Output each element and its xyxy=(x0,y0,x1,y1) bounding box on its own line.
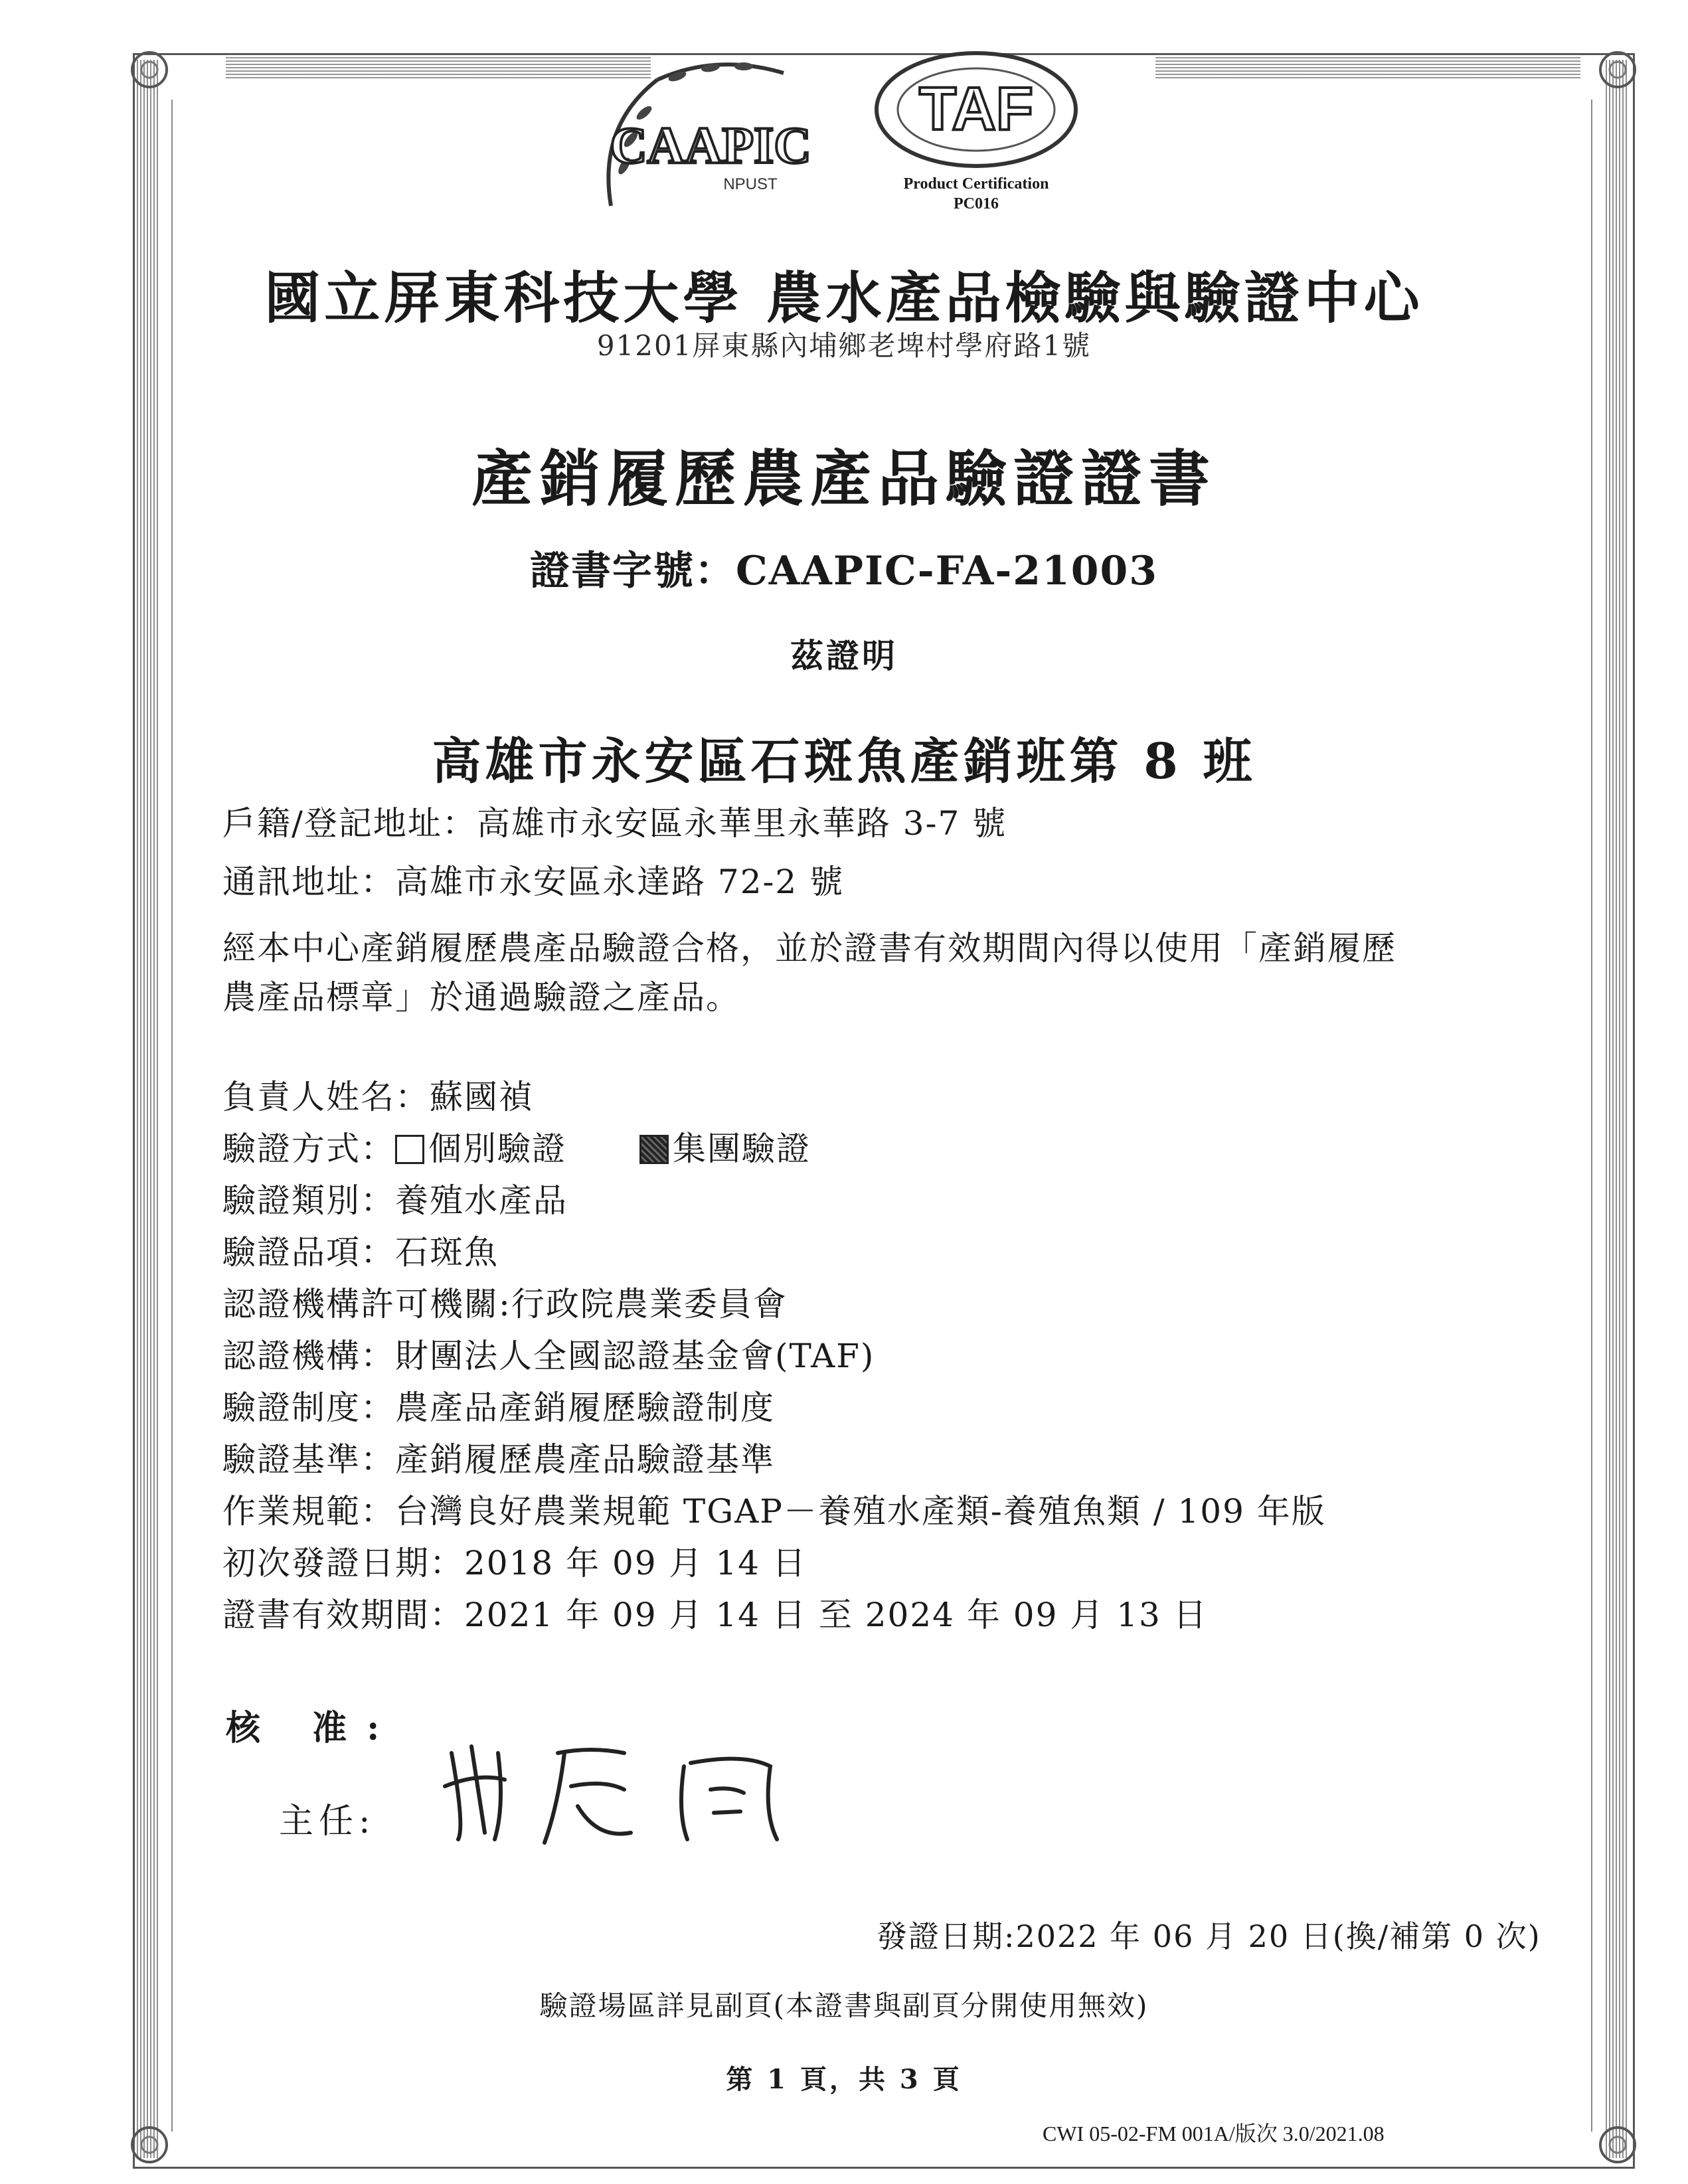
certificate-title: 產銷履歷農產品驗證證書 xyxy=(471,443,1217,515)
director-label: 主任: xyxy=(279,1802,376,1841)
form-code: CWI 05-02-FM 001A/版次 3.0/2021.08 xyxy=(1043,2122,1385,2145)
inner-line-right xyxy=(1591,100,1592,2132)
standard-row xyxy=(222,1433,775,1481)
responsible-person-value: 蘇國禎 xyxy=(430,1078,533,1116)
system-label: 驗證制度： xyxy=(222,1388,395,1427)
first-issue-row xyxy=(222,1537,807,1584)
mailing-address-value: 高雄市永安區永達路 72-2 號 xyxy=(395,863,845,901)
standard-value: 產銷履歷農產品驗證基準 xyxy=(395,1440,775,1479)
taf-caption xyxy=(850,174,1102,214)
statement-line-2: 農產品標章」於通過驗證之產品。 xyxy=(222,978,740,1017)
issuer-name: 國立屏東科技大學 農水產品檢驗與驗證中心 xyxy=(264,265,1424,331)
director-signature xyxy=(432,1726,803,1846)
border-band-top-right xyxy=(1155,54,1580,78)
method-row xyxy=(222,1122,811,1170)
category-label: 驗證類別： xyxy=(222,1181,395,1220)
caapic-logo xyxy=(584,40,823,239)
registered-address-value: 高雄市永安區永華里永華路 3-7 號 xyxy=(476,804,1007,843)
validity-value: 2021 年 09 月 14 日 至 2024 年 09 月 13 日 xyxy=(464,1596,1208,1634)
validity-label: 證書有效期間： xyxy=(222,1596,464,1634)
responsible-person-row xyxy=(222,1070,533,1118)
system-value: 農產品產銷履歷驗證制度 xyxy=(395,1388,775,1427)
corner-ornament-icon xyxy=(123,43,176,96)
group-checkbox-checked xyxy=(639,1135,669,1164)
taf-caption-code: PC016 xyxy=(954,195,999,212)
svg-text:TAF: TAF xyxy=(918,75,1034,143)
corner-ornament-icon xyxy=(1591,43,1644,96)
accreditation-body-label: 認證機構： xyxy=(222,1337,395,1375)
svg-text:NPUST: NPUST xyxy=(723,175,778,193)
method-label: 驗證方式： xyxy=(222,1130,395,1168)
item-label: 驗證品項： xyxy=(222,1233,395,1272)
issue-date: 發證日期:2022 年 06 月 20 日(換/補第 0 次) xyxy=(877,1918,1541,1954)
validity-row xyxy=(222,1588,1208,1636)
registered-address-row xyxy=(222,797,1007,845)
first-issue-label: 初次發證日期： xyxy=(222,1544,464,1582)
corner-ornament-icon xyxy=(1591,2118,1644,2171)
practice-row xyxy=(222,1485,1326,1533)
appendix-note: 驗證場區詳見副頁(本證書與副頁分開使用無效) xyxy=(539,1989,1149,2022)
certificate-number: 證書字號：CAAPIC-FA-21003 xyxy=(530,548,1158,594)
licensing-authority-label: 認證機構許可機關: xyxy=(222,1285,511,1323)
standard-label: 驗證基準： xyxy=(222,1440,395,1479)
registered-address-label: 戶籍/登記地址： xyxy=(222,804,477,843)
hereby-certify: 茲證明 xyxy=(790,636,898,675)
accreditation-body-row xyxy=(222,1329,875,1377)
border-band-left xyxy=(137,60,159,2158)
issuer-address: 91201屏東縣內埔鄉老埤村學府路1號 xyxy=(596,329,1092,362)
svg-text:CAAPIC: CAAPIC xyxy=(610,116,811,174)
category-row xyxy=(222,1174,568,1222)
system-row xyxy=(222,1381,775,1429)
approve-label: 核 准: xyxy=(226,1708,400,1748)
individual-checkbox xyxy=(395,1135,424,1164)
category-value: 養殖水產品 xyxy=(395,1181,568,1220)
practice-value: 台灣良好農業規範 TGAP－養殖水產類-養殖魚類 / 109 年版 xyxy=(395,1492,1326,1531)
page-number: 第 1 頁，共 3 頁 xyxy=(726,2064,962,2095)
taf-logo xyxy=(870,46,1082,173)
group-option-label: 集團驗證 xyxy=(673,1130,811,1168)
mailing-address-row xyxy=(222,855,844,903)
individual-option-label: 個別驗證 xyxy=(428,1130,566,1168)
item-row xyxy=(222,1226,499,1274)
taf-caption-line: Product Certification xyxy=(903,175,1049,193)
corner-ornament-icon xyxy=(123,2118,176,2171)
statement-line-1: 經本中心產銷履歷農產品驗證合格，並於證書有效期間內得以使用「產銷履歷 xyxy=(222,929,1396,967)
licensing-authority-row xyxy=(222,1278,788,1325)
border-band-right xyxy=(1606,60,1628,2158)
responsible-person-label: 負責人姓名： xyxy=(222,1078,430,1116)
accreditation-body-value: 財團法人全國認證基金會(TAF) xyxy=(395,1337,875,1375)
inner-line-left xyxy=(171,100,173,2132)
certified-organization: 高雄市永安區石斑魚產銷班第 8 班 xyxy=(432,733,1256,790)
practice-label: 作業規範： xyxy=(222,1492,395,1531)
first-issue-value: 2018 年 09 月 14 日 xyxy=(464,1544,807,1582)
item-value: 石斑魚 xyxy=(395,1233,499,1272)
licensing-authority-value: 行政院農業委員會 xyxy=(511,1285,788,1323)
mailing-address-label: 通訊地址： xyxy=(222,863,395,901)
